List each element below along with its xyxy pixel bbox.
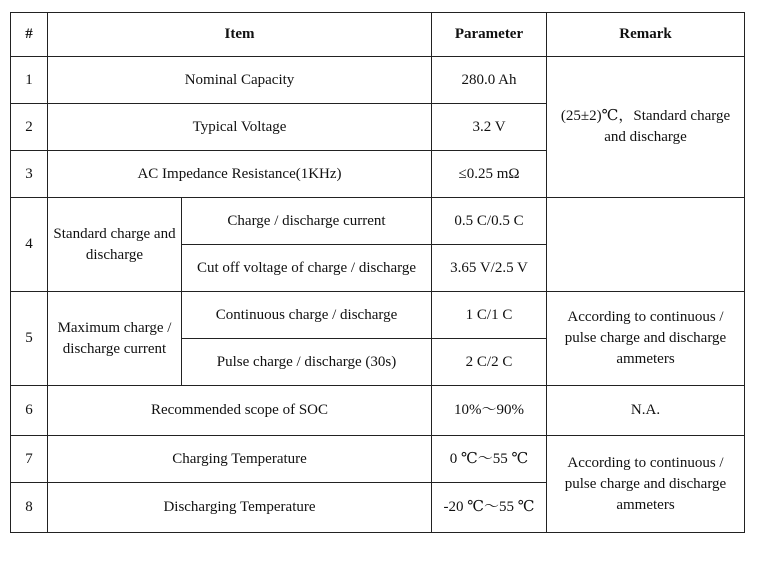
row-num: 5 (11, 292, 48, 386)
row-subitem: Continuous charge / discharge (182, 292, 432, 339)
header-remark: Remark (547, 13, 745, 57)
table-row (11, 436, 745, 483)
row-subitem: Pulse charge / discharge (30s) (182, 339, 432, 386)
row-num: 2 (11, 104, 48, 151)
row-remark (547, 198, 745, 292)
specification-table (10, 12, 745, 533)
row-remark: According to continuous / pulse charge and discharge ammeters (547, 436, 745, 533)
row-parameter: 3.2 V (432, 104, 547, 151)
row-num: 7 (11, 436, 48, 483)
row-parameter: 0 ℃～55 ℃ (432, 436, 547, 483)
row-parameter: 280.0 Ah (432, 57, 547, 104)
row-item: Nominal Capacity (48, 57, 432, 104)
row-item: Charging Temperature (48, 436, 432, 483)
table-row (11, 292, 745, 339)
row-parameter: 1 C/1 C (432, 292, 547, 339)
row-parameter: 10%～90% (432, 386, 547, 436)
row-num: 3 (11, 151, 48, 198)
row-parameter: -20 ℃～55 ℃ (432, 483, 547, 533)
row-parameter: ≤0.25 mΩ (432, 151, 547, 198)
row-remark: (25±2)℃，Standard charge and discharge (547, 57, 745, 198)
header-num: # (11, 13, 48, 57)
row-num: 8 (11, 483, 48, 533)
row-item: Recommended scope of SOC (48, 386, 432, 436)
row-parameter: 0.5 C/0.5 C (432, 198, 547, 245)
table-row (11, 386, 745, 436)
row-item: Typical Voltage (48, 104, 432, 151)
row-parameter: 3.65 V/2.5 V (432, 245, 547, 292)
table-row (11, 57, 745, 104)
header-row (11, 13, 745, 57)
row-item: Discharging Temperature (48, 483, 432, 533)
header-parameter: Parameter (432, 13, 547, 57)
row-num: 4 (11, 198, 48, 292)
row-subitem: Cut off voltage of charge / discharge (182, 245, 432, 292)
row-parameter: 2 C/2 C (432, 339, 547, 386)
row-subitem: Charge / discharge current (182, 198, 432, 245)
table-row (11, 198, 745, 245)
row-remark: N.A. (547, 386, 745, 436)
row-num: 1 (11, 57, 48, 104)
row-item: AC Impedance Resistance(1KHz) (48, 151, 432, 198)
row-group: Maximum charge / discharge current (48, 292, 182, 386)
row-remark: According to continuous / pulse charge and discharge ammeters (547, 292, 745, 386)
header-item: Item (48, 13, 432, 57)
row-num: 6 (11, 386, 48, 436)
row-group: Standard charge and discharge (48, 198, 182, 292)
